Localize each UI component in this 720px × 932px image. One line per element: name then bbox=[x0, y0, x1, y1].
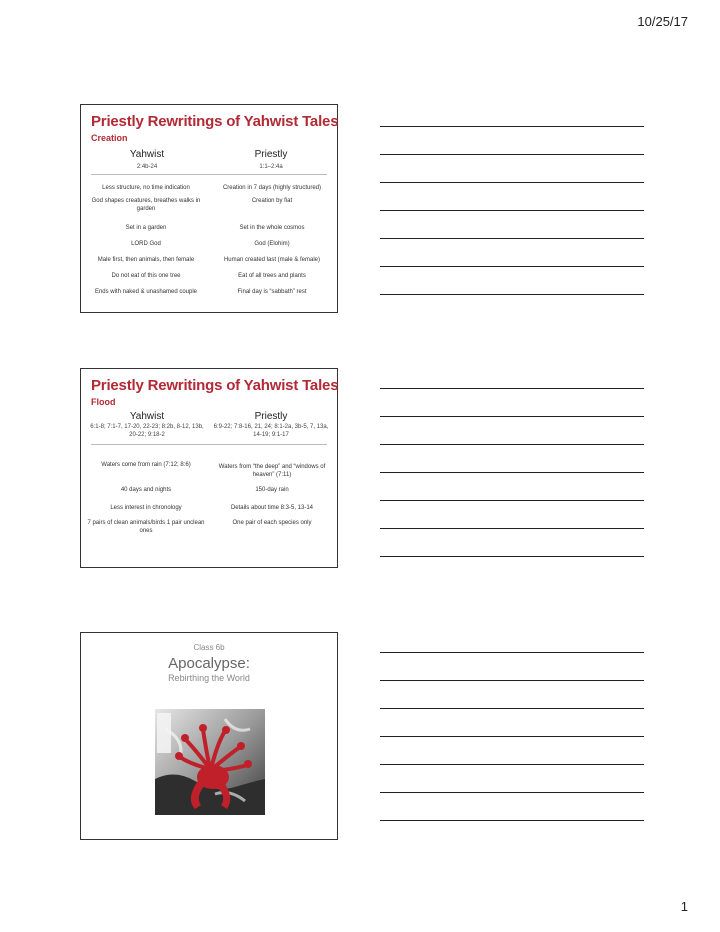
note-line bbox=[380, 266, 644, 267]
table-divider bbox=[91, 174, 327, 175]
note-line bbox=[380, 792, 644, 793]
note-line bbox=[380, 472, 644, 473]
table-cell: Details about time 8:3-5, 13-14 bbox=[230, 505, 314, 511]
table-cell: God shapes creatures, breathes walks in garden bbox=[91, 198, 201, 212]
table-cell: Waters from “the deep” and “windows of heaven” (7:11) bbox=[218, 464, 326, 478]
table-cell: LORD God bbox=[131, 241, 161, 247]
table-cell: Ends with naked & unashamed couple bbox=[94, 289, 198, 295]
table-cell: 7 pairs of clean animals/birds 1 pair unclean ones bbox=[87, 520, 205, 534]
table-cell: Male first, then animals, then female bbox=[97, 257, 195, 263]
note-line bbox=[380, 528, 644, 529]
note-line bbox=[380, 708, 644, 709]
note-line bbox=[380, 388, 644, 389]
class-label: Class 6b bbox=[193, 643, 225, 652]
page-date: 10/25/17 bbox=[637, 14, 688, 29]
slide-title: Priestly Rewritings of Yahwist Tales bbox=[91, 113, 339, 130]
column-heading-priestly: Priestly bbox=[254, 411, 288, 422]
table-cell: Do not eat of this one tree bbox=[111, 273, 181, 279]
column-ref-yahwist: 6:1-8; 7:1-7, 17-20, 22-23; 8:2b, 8-12, 13b, 20-22; 9:18-2 bbox=[90, 424, 204, 438]
column-heading-yahwist: Yahwist bbox=[129, 411, 165, 422]
slide-flood bbox=[80, 368, 338, 568]
dragon-illustration bbox=[155, 709, 265, 815]
table-cell: Eat of all trees and plants bbox=[238, 273, 306, 279]
note-line bbox=[380, 820, 644, 821]
table-cell: Waters come from rain (7:12; 8:6) bbox=[101, 462, 191, 468]
table-cell: Set in the whole cosmos bbox=[239, 225, 305, 231]
table-cell: One pair of each species only bbox=[232, 520, 312, 526]
note-line bbox=[380, 238, 644, 239]
note-line bbox=[380, 764, 644, 765]
table-cell: Less interest in chronology bbox=[110, 505, 182, 511]
note-line bbox=[380, 416, 644, 417]
table-cell: Human created last (male & female) bbox=[223, 257, 321, 263]
table-cell: Final day is “sabbath” rest bbox=[237, 289, 307, 295]
note-line bbox=[380, 210, 644, 211]
column-ref-priestly: 6:9-22; 7:8-16, 21, 24; 8:1-2a, 3b-5, 7, 13a, 14-19; 9:1-17 bbox=[213, 424, 329, 438]
column-ref-priestly: 1:1–2:4a bbox=[259, 164, 283, 170]
table-divider bbox=[91, 444, 327, 445]
slide-subtitle: Creation bbox=[91, 133, 128, 143]
slide-title: Priestly Rewritings of Yahwist Tales bbox=[91, 377, 339, 394]
note-line bbox=[380, 154, 644, 155]
table-cell: Less structure, no time indication bbox=[102, 185, 190, 191]
slide-subtitle: Flood bbox=[91, 397, 116, 407]
slide-creation bbox=[80, 104, 338, 313]
table-cell: 150-day rain bbox=[255, 487, 289, 493]
note-line bbox=[380, 182, 644, 183]
table-cell: Creation in 7 days (highly structured) bbox=[222, 185, 322, 191]
table-cell: 40 days and nights bbox=[120, 487, 172, 493]
note-line bbox=[380, 556, 644, 557]
table-cell: Set in a garden bbox=[125, 225, 167, 231]
column-heading-priestly: Priestly bbox=[254, 149, 288, 160]
table-cell: Creation by fiat bbox=[251, 198, 293, 204]
slide-apocalypse bbox=[80, 632, 338, 840]
note-line bbox=[380, 736, 644, 737]
table-cell: God (Elohim) bbox=[254, 241, 290, 247]
note-line bbox=[380, 444, 644, 445]
slide-subtitle: Rebirthing the World bbox=[168, 673, 250, 683]
note-line bbox=[380, 680, 644, 681]
note-line bbox=[380, 294, 644, 295]
note-line bbox=[380, 500, 644, 501]
column-ref-yahwist: 2:4b-24 bbox=[136, 164, 158, 170]
page-number: 1 bbox=[680, 899, 688, 914]
note-line bbox=[380, 652, 644, 653]
note-line bbox=[380, 126, 644, 127]
slide-title: Apocalypse: bbox=[168, 655, 250, 672]
column-heading-yahwist: Yahwist bbox=[129, 149, 165, 160]
